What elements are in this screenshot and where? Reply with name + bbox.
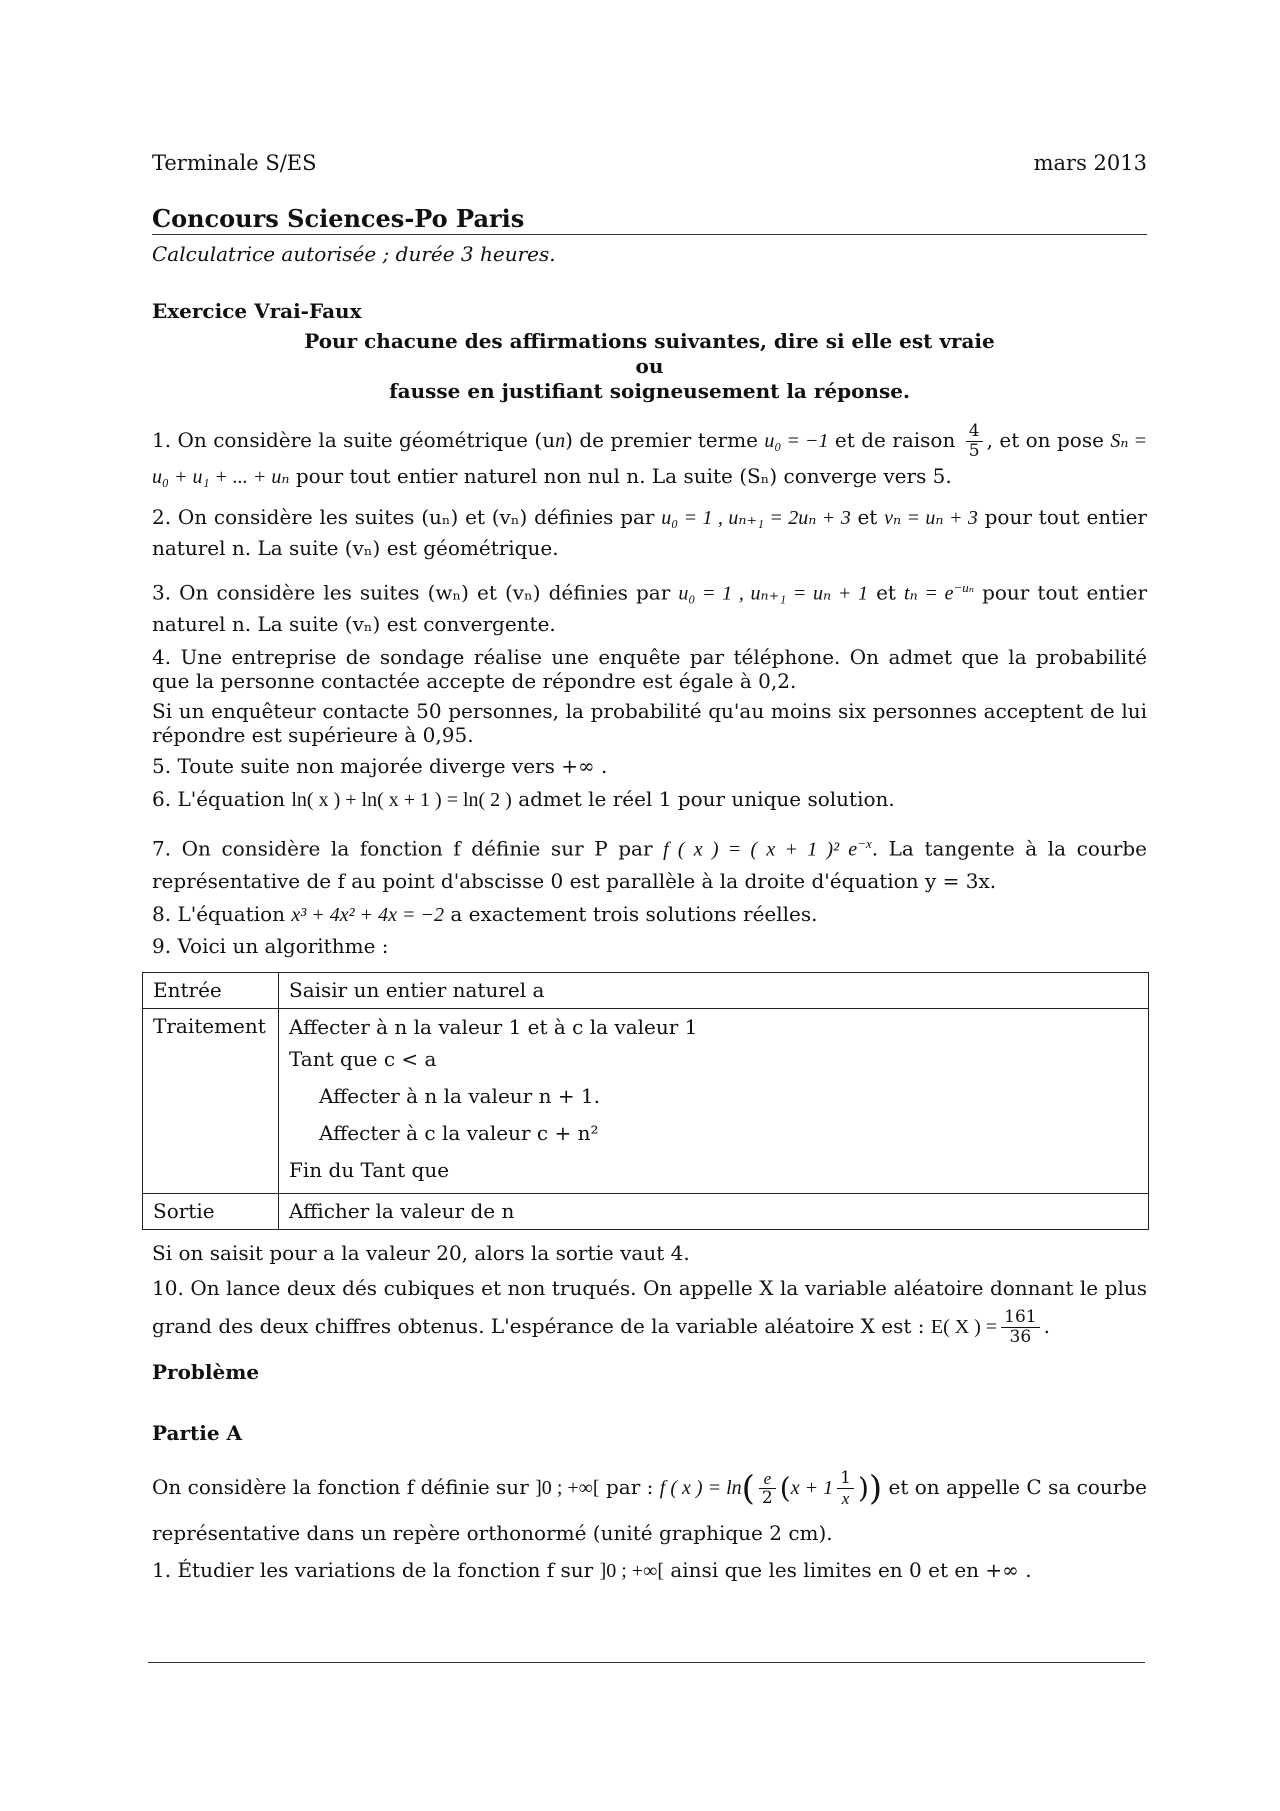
q2-def-u: u₀ = 1 , uₙ₊₁ = 2uₙ + 3 (661, 507, 851, 529)
q1-text-d: , et on pose (986, 428, 1104, 452)
pa-q1-text-a: 1. Étudier les variations de la fonction f sur (152, 1557, 600, 1582)
q3-text-c: pour tout entier naturel n. La suite (vₙ) est convergente. (152, 580, 1147, 636)
q2-text-c: pour tout entier naturel n. La suite (vₙ) est géométrique. (152, 505, 1147, 560)
q6-text-b: admet le réel 1 pour unique solution. (511, 786, 895, 811)
pa-q1-text-b: ainsi que les limites en 0 et en +∞ . (664, 1557, 1032, 1582)
algo-entree-content (279, 973, 1149, 1009)
q2-text-b: et (850, 505, 885, 529)
q8-text-a: 8. L'équation (152, 902, 292, 927)
algo-label-traitement: Traitement (143, 1009, 279, 1194)
question-1: 1. On considère la suite géométrique (un) de premier terme u₀ = −1 et de raison $\frac{4}{5}$ , et on pose Sₙ = u₀ + u₁ + ... + uₙ pour tout entier naturel non nul n. La suite (Sₙ) converge vers 5. (152, 421, 1148, 488)
q3-def-t: tₙ = e (904, 582, 954, 605)
q10-frac-den: 36 (1009, 1327, 1032, 1348)
pa-interval: ]0 ; +∞[ (535, 1477, 600, 1500)
q7-exponent: −x (857, 835, 872, 851)
algo-sortie-content (279, 1194, 1149, 1230)
algo-line: Affecter à n la valeur 1 et à c la valeur 1 (289, 1015, 698, 1040)
algo-line: Saisir un entier naturel a (289, 978, 545, 1003)
q3-text-a: 3. On considère les suites (wₙ) et (vₙ) définies par (152, 580, 679, 605)
algo-line: Afficher la valeur de n (289, 1199, 515, 1224)
question-9 (152, 933, 1147, 1267)
question-3 (152, 573, 1147, 639)
pa-text-c: et on appelle C sa courbe représentative dans un repère orthonormé (unité graphique 2 cm). (152, 1475, 1147, 1545)
q10-expectation: E( X ) = (930, 1316, 998, 1339)
q1-text-c: et de raison (828, 428, 962, 452)
algo-line: Affecter à n la valeur n + 1. (319, 1084, 601, 1109)
paren-close: ) (868, 1468, 883, 1509)
partie-a-question-1 (152, 1557, 1147, 1585)
pa-text-b: par : (599, 1475, 660, 1500)
algorithm-table (142, 972, 1149, 1230)
q2-def-v: vₙ = uₙ + 3 (884, 507, 978, 529)
pa-frac-x: x (841, 1489, 850, 1509)
q9-after: Si on saisit pour a la valeur 20, alors la sortie vaut 4. (152, 1241, 690, 1266)
q1-text-a: 1. On considère la suite géométrique (u (152, 428, 556, 452)
question-8 (152, 901, 1147, 929)
pa-frac-e2 (759, 1469, 776, 1508)
q4-paragraph-2: Si un enquêteur contacte 50 personnes, la probabilité qu'au moins six personnes acceptent de lui répondre est supérieure à 0,95. (152, 698, 1147, 747)
q1-sn: Sₙ = u₀ + u₁ + ... + uₙ (152, 430, 1148, 488)
exercise-title: Exercice Vrai-Faux (152, 299, 362, 323)
q7-equation: f ( x ) = ( x + 1 )² e (663, 838, 858, 861)
question-2 (152, 502, 1147, 563)
algo-line: Affecter à c la valeur c + n² (319, 1121, 599, 1146)
partie-a-intro (152, 1465, 1147, 1555)
q1-frac-num: 4 (966, 422, 983, 442)
q1-frac-den: 5 (968, 441, 980, 461)
q1-text-b: ) de premier terme (565, 428, 765, 452)
page-subtitle: Calculatrice autorisée ; durée 3 heures. (152, 242, 556, 266)
q9-intro: 9. Voici un algorithme : (152, 934, 389, 959)
q10-fraction (1001, 1308, 1039, 1347)
page-title: Concours Sciences-Po Paris (152, 205, 1147, 235)
paren-close-inner: ) (857, 1471, 869, 1505)
question-6 (152, 786, 1147, 814)
algo-line: Tant que c < a (289, 1047, 437, 1072)
pa-q1-interval: ]0 ; +∞[ (599, 1559, 664, 1582)
pa-frac-2: 2 (761, 1488, 773, 1509)
algo-traitement-content (279, 1009, 1149, 1194)
q2-text-a: 2. On considère les suites (uₙ) et (vₙ) définies par (152, 505, 662, 529)
paren-open: ( (741, 1468, 755, 1509)
q7-text-b: . La tangente à la courbe représentative de f au point d'abscisse 0 est parallèle à la droite d'équation y = 3x. (152, 836, 1147, 894)
pa-eq-start: f ( x ) = ln (659, 1477, 742, 1500)
q3-text-b: et (868, 580, 905, 605)
q7-text-a: 7. On considère la fonction f définie sur P par (152, 836, 664, 861)
algo-label-entree: Entrée (143, 973, 279, 1009)
pa-frac-e: e (759, 1469, 776, 1489)
probleme-title: Problème (152, 1360, 260, 1385)
q10-text-b: . (1043, 1314, 1050, 1339)
question-7 (152, 828, 1147, 898)
document-page (152, 150, 1147, 1585)
exercise-instruction (290, 329, 1010, 404)
header-left: Terminale S/ES (152, 151, 317, 175)
table-row (143, 1009, 1149, 1194)
q6-equation: ln( x ) + ln( x + 1 ) = ln( 2 ) (291, 788, 512, 811)
q4-paragraph-1: 4. Une entreprise de sondage réalise une enquête par téléphone. On admet que la probabilité que la personne contactée accepte de répondre est égale à 0,2. (152, 644, 1147, 693)
q10-text-a: 10. On lance deux dés cubiques et non truqués. On appelle X la variable aléatoire donnant le plus grand des deux chiffres obtenus. L'espérance de la variable aléatoire X est : (152, 1276, 1147, 1339)
question-10 (152, 1269, 1147, 1347)
q1-text-e: pour tout entier naturel non nul n. La suite (Sₙ) converge vers 5. (289, 464, 952, 488)
algo-line: Fin du Tant que (289, 1158, 450, 1183)
question-4 (152, 645, 1147, 747)
q3-exponent: −uₙ (953, 580, 975, 595)
table-row (143, 1194, 1149, 1230)
q8-equation: x³ + 4x² + 4x = −2 (291, 904, 444, 927)
pa-frac-1: 1 (837, 1469, 854, 1489)
q8-text-b: a exactement trois solutions réelles. (443, 902, 818, 927)
question-5: 5. Toute suite non majorée diverge vers +∞ . (152, 753, 608, 778)
instruction-line-2: fausse en justifiant soigneusement la réponse. (389, 379, 910, 403)
header-right: mars 2013 (1033, 151, 1147, 175)
q1-ratio-fraction (966, 422, 983, 461)
pa-text-a: On considère la fonction f définie sur (152, 1475, 536, 1500)
pa-frac-1x (837, 1469, 854, 1508)
q3-def-u: u₀ = 1 , uₙ₊₁ = uₙ + 1 (678, 582, 869, 605)
instruction-line-1: Pour chacune des affirmations suivantes, dire si elle est vraie ou (304, 329, 995, 378)
footer-rule (148, 1662, 1145, 1663)
paren-open-inner: ( (779, 1471, 791, 1505)
q10-frac-num: 161 (1001, 1308, 1039, 1328)
partie-a-title: Partie A (152, 1421, 243, 1446)
q6-text-a: 6. L'équation (152, 786, 292, 811)
q1-u0: u₀ = −1 (764, 430, 829, 452)
page-header (152, 150, 1147, 177)
algo-label-sortie: Sortie (143, 1194, 279, 1230)
table-row (143, 973, 1149, 1009)
pa-eq-mid: x + 1 (790, 1477, 834, 1500)
